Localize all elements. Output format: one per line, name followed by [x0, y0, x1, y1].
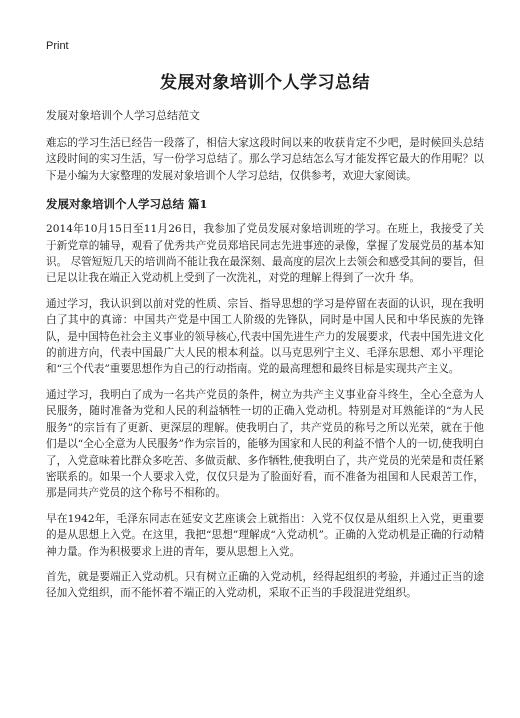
- document-subtitle: 发展对象培训个人学习总结范文: [46, 109, 200, 122]
- body-paragraph-3: 通过学习，我明白了成为一名共产党员的条件，树立为共产主义事业奋斗终生，全心全意为人民服务，随时准备为党和人民的利益牺牲一切的正确入党动机。特别是对耳熟能详的“为人民服务”的宗旨有了更新、更深层的理解。使我明白了，共产党员的称号之所以光荣，就在于他们是以“全心全意为人民服务”作为宗旨的，能够为国家和人民的利益不惜个人的一切,使我明白了，入党意味着比群众多吃苦、多做贡献、多作牺牲,使我明白了，共产党员的光荣是和责任紧密联系的。如果一个人要求入党，仅仅只是为了脸面好看，而不准备为祖国和人民艰苦工作，那是同共产党员的这个称号不相称的。: [46, 388, 484, 500]
- document-title: 发展对象培训个人学习总结: [160, 73, 370, 93]
- body-paragraph-5: 首先，就是要端正入党动机。只有树立正确的入党动机，经得起组织的考验，并通过正当的途径加入党组织，而不能怀着不端正的入党动机，采取不正当的手段混进党组织。: [46, 570, 484, 600]
- body-paragraph-1: 2014年10月15日至11月26日，我参加了党员发展对象培训班的学习。在班上，我接受了关于新党章的辅导，观看了优秀共产党员郑培民同志先进事迹的录像，掌握了发展党员的基本知识。 尽管短短几天的培训尚不能让我在最深刻、最高度的层次上去领会和感受其间的要旨，但已足以让我在端正入党动机上受到了一次洗礼，对党的理解上得到了一次升 华。: [46, 223, 484, 285]
- section-heading: 发展对象培训个人学习总结 篇1: [46, 197, 208, 212]
- intro-paragraph: 难忘的学习生活已经告一段落了，相信大家这段时间以来的收获肯定不少吧，是时候回头总结这段时间的实习生活，写一份学习总结了。那么学习总结怎么写才能发挥它最大的作用呢？以下是小编为大家整理的发展对象培训个人学习总结，仅供参考，欢迎大家阅读。: [46, 137, 484, 182]
- body-paragraph-4: 早在1942年，毛泽东同志在延安文艺座谈会上就指出：入党不仅仅是从组织上入党，更重要的是从思想上入党。在这里，我把“思想”理解成“入党动机”。正确的入党动机是正确的行动精神力量。作为积极要求上进的青年，要从思想上入党。: [46, 512, 484, 558]
- print-link[interactable]: Print: [46, 40, 69, 52]
- body-paragraph-2: 通过学习，我认识到以前对党的性质、宗旨、指导思想的学习是停留在表面的认识，现在我明白了其中的真谛：中国共产党是中国工人阶级的先锋队，同时是中国人民和中华民族的先锋队，是中国特色社会主义事业的领导核心,代表中国先进生产力的发展要求，代表中国先进文化的前进方向，代表中国最广大人民的根本利益。以马克思列宁主义、毛泽东思想、邓小平理论和“三个代表”重要思想作为自己的行动指南。党的最高理想和最终目标是实现共产主义。: [46, 297, 484, 376]
